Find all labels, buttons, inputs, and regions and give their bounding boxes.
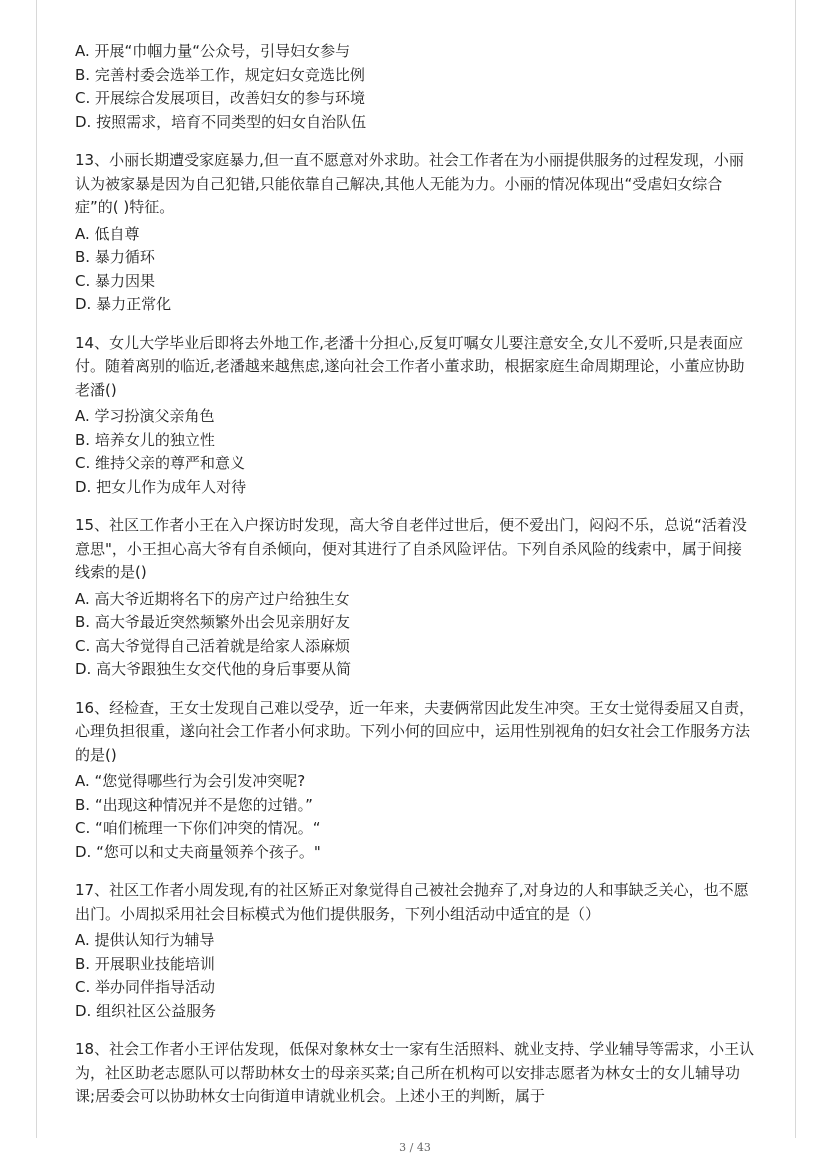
question-stem: 16、经检查，王女士发现自己难以受孕，近一年来，夫妻俩常因此发生冲突。王女士觉得委屈又自责，心理负担很重，遂向社会工作者小何求助。下列小何的回应中，运用性别视角的妇女社会工作服务方法的是() bbox=[75, 698, 755, 764]
option: D. 高大爷跟独生女交代他的身后事要从简 bbox=[75, 660, 352, 678]
option: D. 组织社区公益服务 bbox=[75, 1001, 217, 1020]
option: D. “您可以和丈夫商量领养个孩子。" bbox=[75, 842, 321, 861]
option: D. 把女儿作为成年人对待 bbox=[75, 477, 247, 496]
option: A. 低自尊 bbox=[75, 224, 140, 243]
option: B. 完善村委会选举工作，规定妇女竞选比例 bbox=[75, 65, 365, 84]
option: D. 按照需求，培育不同类型的妇女自治队伍 bbox=[75, 112, 367, 131]
page-indicator: 3 / 43 bbox=[399, 1141, 431, 1154]
option: C. 暴力因果 bbox=[75, 271, 156, 290]
question-stem: 15、社区工作者小王在入户探访时发现，高大爷自老伴过世后，便不爱出门，闷闷不乐，总说“活着没意思"，小王担心高大爷有自杀倾向，便对其进行了自杀风险评估。下列自杀风险的线索中，属于间接线索的是() bbox=[75, 516, 747, 581]
option: B. 暴力循环 bbox=[75, 248, 155, 266]
question-13 bbox=[75, 149, 755, 317]
option: B. 高大爷最近突然频繁外出会见亲朋好友 bbox=[75, 613, 350, 631]
option: B. 培养女儿的独立性 bbox=[75, 430, 215, 449]
question-14 bbox=[75, 332, 755, 500]
question-16 bbox=[75, 697, 755, 865]
question-stem: 18、社会工作者小王评估发现，低保对象林女士一家有生活照料、就业支持、学业辅导等需求，小王认为，社区助老志愿队可以帮助林女士的母亲买菜;自己所在机构可以安排志愿者为林女士的女儿辅导功课;居委会可以协助林女士向街道申请就业机会。上述小王的判断，属于 bbox=[75, 1040, 755, 1105]
option: A. 高大爷近期将名下的房产过户给独生女 bbox=[75, 589, 350, 608]
option: B. “出现这种情况并不是您的过错。” bbox=[75, 795, 313, 814]
question-stem: 13、小丽长期遭受家庭暴力,但一直不愿意对外求助。社会工作者在为小丽提供服务的过程发现，小丽认为被家暴是因为自己犯错,只能依靠自己解决,其他人无能为力。小丽的情况体现出“受虐妇女综合症”的( )特征。 bbox=[75, 151, 744, 216]
option: C. 举办同伴指导活动 bbox=[75, 978, 216, 996]
question-15 bbox=[75, 514, 755, 682]
option: C. 维持父亲的尊严和意义 bbox=[75, 454, 246, 472]
option: A. 提供认知行为辅导 bbox=[75, 931, 215, 949]
question-stem: 17、社区工作者小周发现,有的社区矫正对象觉得自己被社会抛弃了,对身边的人和事缺乏关心，也不愿出门。小周拟采用社会目标模式为他们提供服务，下列小组活动中适宜的是（） bbox=[75, 881, 749, 923]
question-17 bbox=[75, 879, 755, 1023]
question-stem: 14、女儿大学毕业后即将去外地工作,老潘十分担心,反复叮嘱女儿要注意安全,女儿不爱听,只是表面应付。随着离别的临近,老潘越来越焦虑,遂向社会工作者小董求助，根据家庭生命周期理论，小董应协助老潘() bbox=[75, 333, 745, 399]
option: D. 暴力正常化 bbox=[75, 295, 172, 313]
option: A. 开展“巾帼力量“公众号，引导妇女参与 bbox=[75, 42, 351, 60]
option: A. “您觉得哪些行为会引发冲突呢? bbox=[75, 772, 306, 790]
question-18 bbox=[75, 1038, 755, 1109]
option: C. 高大爷觉得自己活着就是给家人添麻烦 bbox=[75, 636, 351, 655]
option: B. 开展职业技能培训 bbox=[75, 954, 215, 973]
option: C. “咱们梳理一下你们冲突的情况。“ bbox=[75, 819, 321, 837]
option: C. 开展综合发展项目，改善妇女的参与环境 bbox=[75, 89, 366, 107]
document-body bbox=[75, 40, 755, 1109]
prev-question-options bbox=[75, 40, 755, 134]
option: A. 学习扮演父亲角色 bbox=[75, 407, 215, 425]
